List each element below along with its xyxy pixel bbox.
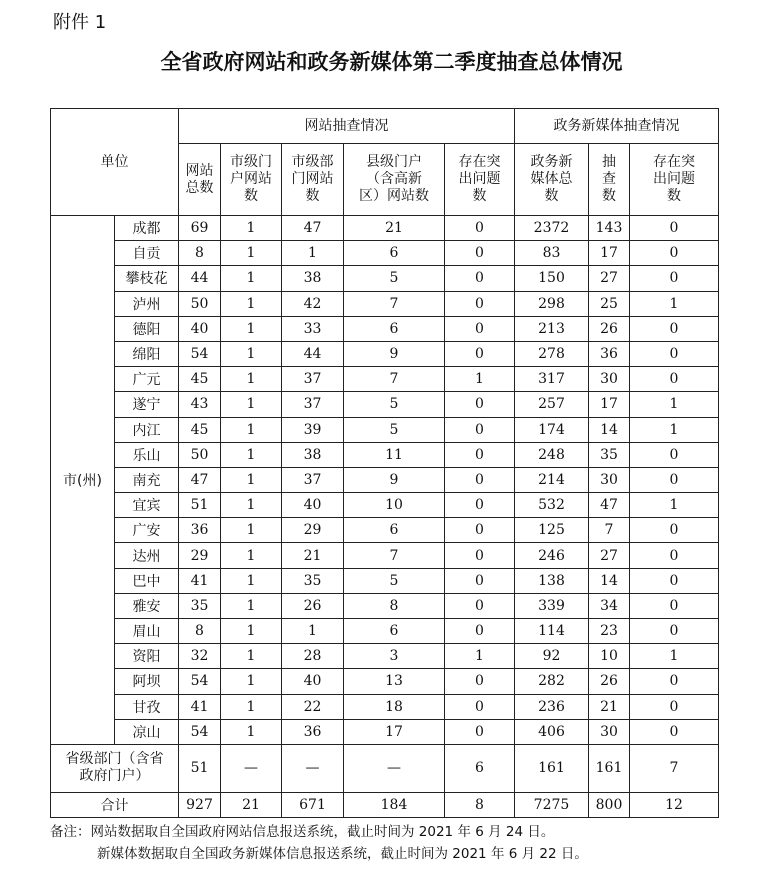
table-cell: 1 [630,291,719,316]
table-cell: 44 [179,266,221,291]
table-cell: 0 [445,341,515,366]
table-cell: 143 [589,216,630,241]
table-cell: 6 [344,241,445,266]
table-cell: 1 [221,467,282,492]
table-cell: 246 [515,543,589,568]
table-cell: 83 [515,241,589,266]
table-cell: 0 [445,467,515,492]
table-cell: 7 [630,744,719,792]
table-cell: 10 [344,493,445,518]
table-cell: 38 [282,266,344,291]
table-cell: 36 [282,719,344,744]
table-row [51,467,719,492]
city-name: 自贡 [115,241,179,266]
city-name: 广元 [115,367,179,392]
table-cell: 38 [282,442,344,467]
table-cell: 34 [589,593,630,618]
table-cell: 161 [515,744,589,792]
city-name: 绵阳 [115,341,179,366]
table-cell: 40 [179,316,221,341]
table-cell: 13 [344,669,445,694]
city-name: 乐山 [115,442,179,467]
city-name: 泸州 [115,291,179,316]
column-header-line: 区）网站数 [359,188,429,204]
column-header-line: 市级门 [230,154,272,170]
column-header-line: 数 [472,188,487,204]
table-cell: 41 [179,568,221,593]
table-row [51,417,719,442]
table-cell: 0 [445,493,515,518]
column-header [515,144,589,216]
table-cell: 50 [179,291,221,316]
table-cell: 17 [589,392,630,417]
city-name: 眉山 [115,619,179,644]
table-cell: 0 [445,669,515,694]
table-cell: 6 [344,316,445,341]
city-name: 德阳 [115,316,179,341]
provincial-label-line: 省级部门（含省 [65,751,164,768]
table-cell: 150 [515,266,589,291]
table-cell: 5 [344,568,445,593]
table-cell: 14 [589,568,630,593]
column-header-line: 户网站 [230,171,272,187]
table-cell: 184 [344,792,445,817]
table-cell: 37 [282,392,344,417]
table-row [51,241,719,266]
table-cell: 1 [630,392,719,417]
table-cell: 5 [344,417,445,442]
city-name: 宜宾 [115,493,179,518]
table-cell: 7 [589,518,630,543]
table-cell: 25 [589,291,630,316]
table-cell: 282 [515,669,589,694]
table-cell: 317 [515,367,589,392]
table-cell: — [344,744,445,792]
table-cell: 1 [221,216,282,241]
column-header-line: 存在突 [458,154,501,170]
table-cell: 69 [179,216,221,241]
table-cell: 1 [221,593,282,618]
notes [50,821,588,865]
table-cell: 32 [179,644,221,669]
table-cell: 257 [515,392,589,417]
city-name: 南充 [115,467,179,492]
table-cell: 7 [344,291,445,316]
city-name: 遂宁 [115,392,179,417]
table-cell: 0 [630,316,719,341]
table-cell: 54 [179,341,221,366]
table-cell: 1 [221,291,282,316]
table-row [51,442,719,467]
city-name: 成都 [115,216,179,241]
table-cell: 1 [445,367,515,392]
table-cell: 39 [282,417,344,442]
table-cell: 0 [445,316,515,341]
table-cell: 0 [630,543,719,568]
note-line: 新媒体数据取自全国政务新媒体信息报送系统，截止时间为 2021 年 6 月 22 日。 [97,846,588,862]
table-cell: 1 [630,417,719,442]
table-cell: 1 [221,367,282,392]
column-header-line: 出问题 [458,171,501,187]
table-cell: 1 [221,341,282,366]
table-row [51,669,719,694]
table-cell: 23 [589,619,630,644]
column-header-line: 数 [544,188,559,204]
table-row [51,216,719,241]
city-name: 雅安 [115,593,179,618]
table-cell: 51 [179,493,221,518]
table-cell: 0 [445,694,515,719]
table-cell: 0 [630,669,719,694]
table-row [51,593,719,618]
table-cell: 0 [445,442,515,467]
table-cell: 0 [630,719,719,744]
table-cell: 47 [589,493,630,518]
city-name: 巴中 [115,568,179,593]
table-cell: 18 [344,694,445,719]
table-cell: 26 [589,669,630,694]
table-cell: 1 [221,417,282,442]
table-cell: 0 [445,593,515,618]
table-cell: 114 [515,619,589,644]
table-cell: 36 [589,341,630,366]
provincial-label [51,744,179,792]
table-cell: 0 [630,467,719,492]
column-header-line: 数 [305,188,320,204]
table-cell: 17 [344,719,445,744]
table-row [51,719,719,744]
table-cell: 138 [515,568,589,593]
table-cell: 22 [282,694,344,719]
table-cell: 7 [344,367,445,392]
table-cell: 532 [515,493,589,518]
media-group-header: 政务新媒体抽查情况 [515,109,719,144]
table-cell: 5 [344,392,445,417]
table-cell: 50 [179,442,221,467]
table-cell: 37 [282,367,344,392]
table-cell: 26 [589,316,630,341]
table-cell: 0 [630,694,719,719]
column-header-line: 总数 [185,179,214,196]
column-header [282,144,344,216]
table-cell: 37 [282,467,344,492]
table-cell: 21 [282,543,344,568]
table-cell: 0 [445,619,515,644]
website-group-header: 网站抽查情况 [179,109,515,144]
table-row [51,619,719,644]
table-cell: 26 [282,593,344,618]
total-row [51,792,719,817]
city-name: 甘孜 [115,694,179,719]
table-cell: 1 [282,241,344,266]
table-cell: 927 [179,792,221,817]
column-header [589,144,630,216]
table-cell: 54 [179,719,221,744]
table-cell: 0 [445,291,515,316]
summary-table [50,108,719,818]
table-cell: 33 [282,316,344,341]
table-cell: 0 [630,367,719,392]
table-cell: 0 [630,593,719,618]
provincial-row [51,744,719,792]
table-cell: — [282,744,344,792]
column-header-line: 政务新 [530,154,573,170]
table-cell: 51 [179,744,221,792]
table-cell: 40 [282,493,344,518]
table-cell: 0 [445,543,515,568]
table-cell: 36 [179,518,221,543]
table-cell: 1 [221,669,282,694]
table-cell: 800 [589,792,630,817]
city-name: 资阳 [115,644,179,669]
table-cell: 1 [282,619,344,644]
table-cell: 47 [282,216,344,241]
table-cell: 0 [445,392,515,417]
table-cell: 0 [445,568,515,593]
table-cell: 213 [515,316,589,341]
table-cell: 27 [589,543,630,568]
table-cell: 406 [515,719,589,744]
table-row [51,341,719,366]
table-cell: 0 [630,266,719,291]
table-cell: 1 [221,644,282,669]
table-cell: 7 [344,543,445,568]
table-cell: 47 [179,467,221,492]
column-header-line: 出问题 [653,171,695,187]
table-row [51,568,719,593]
table-cell: 1 [221,392,282,417]
table-cell: 43 [179,392,221,417]
table-cell: 8 [179,619,221,644]
table-cell: 1 [221,442,282,467]
table-cell: 1 [221,619,282,644]
group-label: 市(州) [51,216,115,745]
table-cell: 21 [344,216,445,241]
table-cell: 29 [282,518,344,543]
column-header-line: 市级部 [291,154,334,170]
table-cell: 0 [630,241,719,266]
table-cell: 1 [221,518,282,543]
column-header-line: 门网站 [291,171,334,187]
table-row [51,291,719,316]
table-cell: 339 [515,593,589,618]
table-cell: 0 [445,241,515,266]
table-cell: 6 [344,518,445,543]
table-cell: 35 [589,442,630,467]
table-cell: 1 [221,543,282,568]
table-cell: 8 [179,241,221,266]
table-cell: 125 [515,518,589,543]
table-row [51,694,719,719]
unit-header: 单位 [51,109,179,216]
table-cell: 0 [630,341,719,366]
table-cell: 1 [630,493,719,518]
table-cell: — [221,744,282,792]
table-row [51,518,719,543]
column-header [221,144,282,216]
table-cell: 0 [630,619,719,644]
column-header-line: 网站 [185,162,214,179]
table-cell: 161 [589,744,630,792]
column-header-line: 数 [667,188,681,204]
table-cell: 17 [589,241,630,266]
table-cell: 0 [445,518,515,543]
column-header-line: （含高新 [366,171,422,187]
column-header-line: 抽 [602,154,616,170]
table-cell: 21 [221,792,282,817]
table-cell: 2372 [515,216,589,241]
table-cell: 6 [344,619,445,644]
table-cell: 8 [344,593,445,618]
table-cell: 29 [179,543,221,568]
table-cell: 0 [445,216,515,241]
table-cell: 1 [630,644,719,669]
table-row [51,644,719,669]
table-cell: 42 [282,291,344,316]
column-header [445,144,515,216]
table-cell: 30 [589,719,630,744]
table-row [51,543,719,568]
total-label: 合计 [51,792,179,817]
table-cell: 1 [221,493,282,518]
table-cell: 10 [589,644,630,669]
table-cell: 6 [445,744,515,792]
table-cell: 0 [630,216,719,241]
table-cell: 1 [221,694,282,719]
note-line: 备注：网站数据取自全国政府网站信息报送系统，截止时间为 2021 年 6 月 24 日。 [50,824,555,840]
table-cell: 54 [179,669,221,694]
table-cell: 278 [515,341,589,366]
table-row [51,266,719,291]
column-header [630,144,719,216]
table-cell: 298 [515,291,589,316]
table-cell: 30 [589,467,630,492]
column-header-line: 县级门户 [366,154,422,170]
table-cell: 35 [179,593,221,618]
table-cell: 0 [630,442,719,467]
table-cell: 9 [344,467,445,492]
table-cell: 21 [589,694,630,719]
provincial-label-line: 政府门户） [79,768,150,785]
table-cell: 0 [445,417,515,442]
table-cell: 248 [515,442,589,467]
table-cell: 9 [344,341,445,366]
table-row [51,493,719,518]
column-header [179,144,221,216]
table-cell: 1 [221,568,282,593]
table-cell: 174 [515,417,589,442]
table-cell: 1 [221,241,282,266]
table-cell: 0 [445,266,515,291]
table-cell: 671 [282,792,344,817]
page-title: 全省政府网站和政务新媒体第二季度抽查总体情况 [160,49,623,74]
table-row [51,316,719,341]
table-cell: 0 [445,719,515,744]
column-header-line: 数 [244,188,258,204]
table-cell: 40 [282,669,344,694]
city-name: 内江 [115,417,179,442]
column-header-line: 存在突 [653,154,695,170]
city-name: 凉山 [115,719,179,744]
table-cell: 3 [344,644,445,669]
table-cell: 7275 [515,792,589,817]
table-cell: 12 [630,792,719,817]
table-cell: 236 [515,694,589,719]
city-name: 攀枝花 [115,266,179,291]
table-cell: 27 [589,266,630,291]
table-cell: 214 [515,467,589,492]
table-cell: 92 [515,644,589,669]
table-row [51,392,719,417]
table-cell: 44 [282,341,344,366]
table-cell: 8 [445,792,515,817]
table-cell: 35 [282,568,344,593]
table-cell: 0 [630,568,719,593]
table-cell: 1 [445,644,515,669]
attachment-label: 附件 1 [53,12,107,33]
table-cell: 14 [589,417,630,442]
table-cell: 30 [589,367,630,392]
table-cell: 1 [221,719,282,744]
table-cell: 45 [179,417,221,442]
city-name: 达州 [115,543,179,568]
table-cell: 1 [221,266,282,291]
table-cell: 5 [344,266,445,291]
column-header [344,144,445,216]
city-name: 阿坝 [115,669,179,694]
table-cell: 41 [179,694,221,719]
table-cell: 45 [179,367,221,392]
table-row [51,367,719,392]
column-header-line: 媒体总 [530,171,573,187]
column-header-line: 数 [602,188,616,204]
column-header-line: 查 [602,171,616,187]
table-cell: 0 [630,518,719,543]
table-cell: 1 [221,316,282,341]
table-cell: 28 [282,644,344,669]
city-name: 广安 [115,518,179,543]
table-cell: 11 [344,442,445,467]
